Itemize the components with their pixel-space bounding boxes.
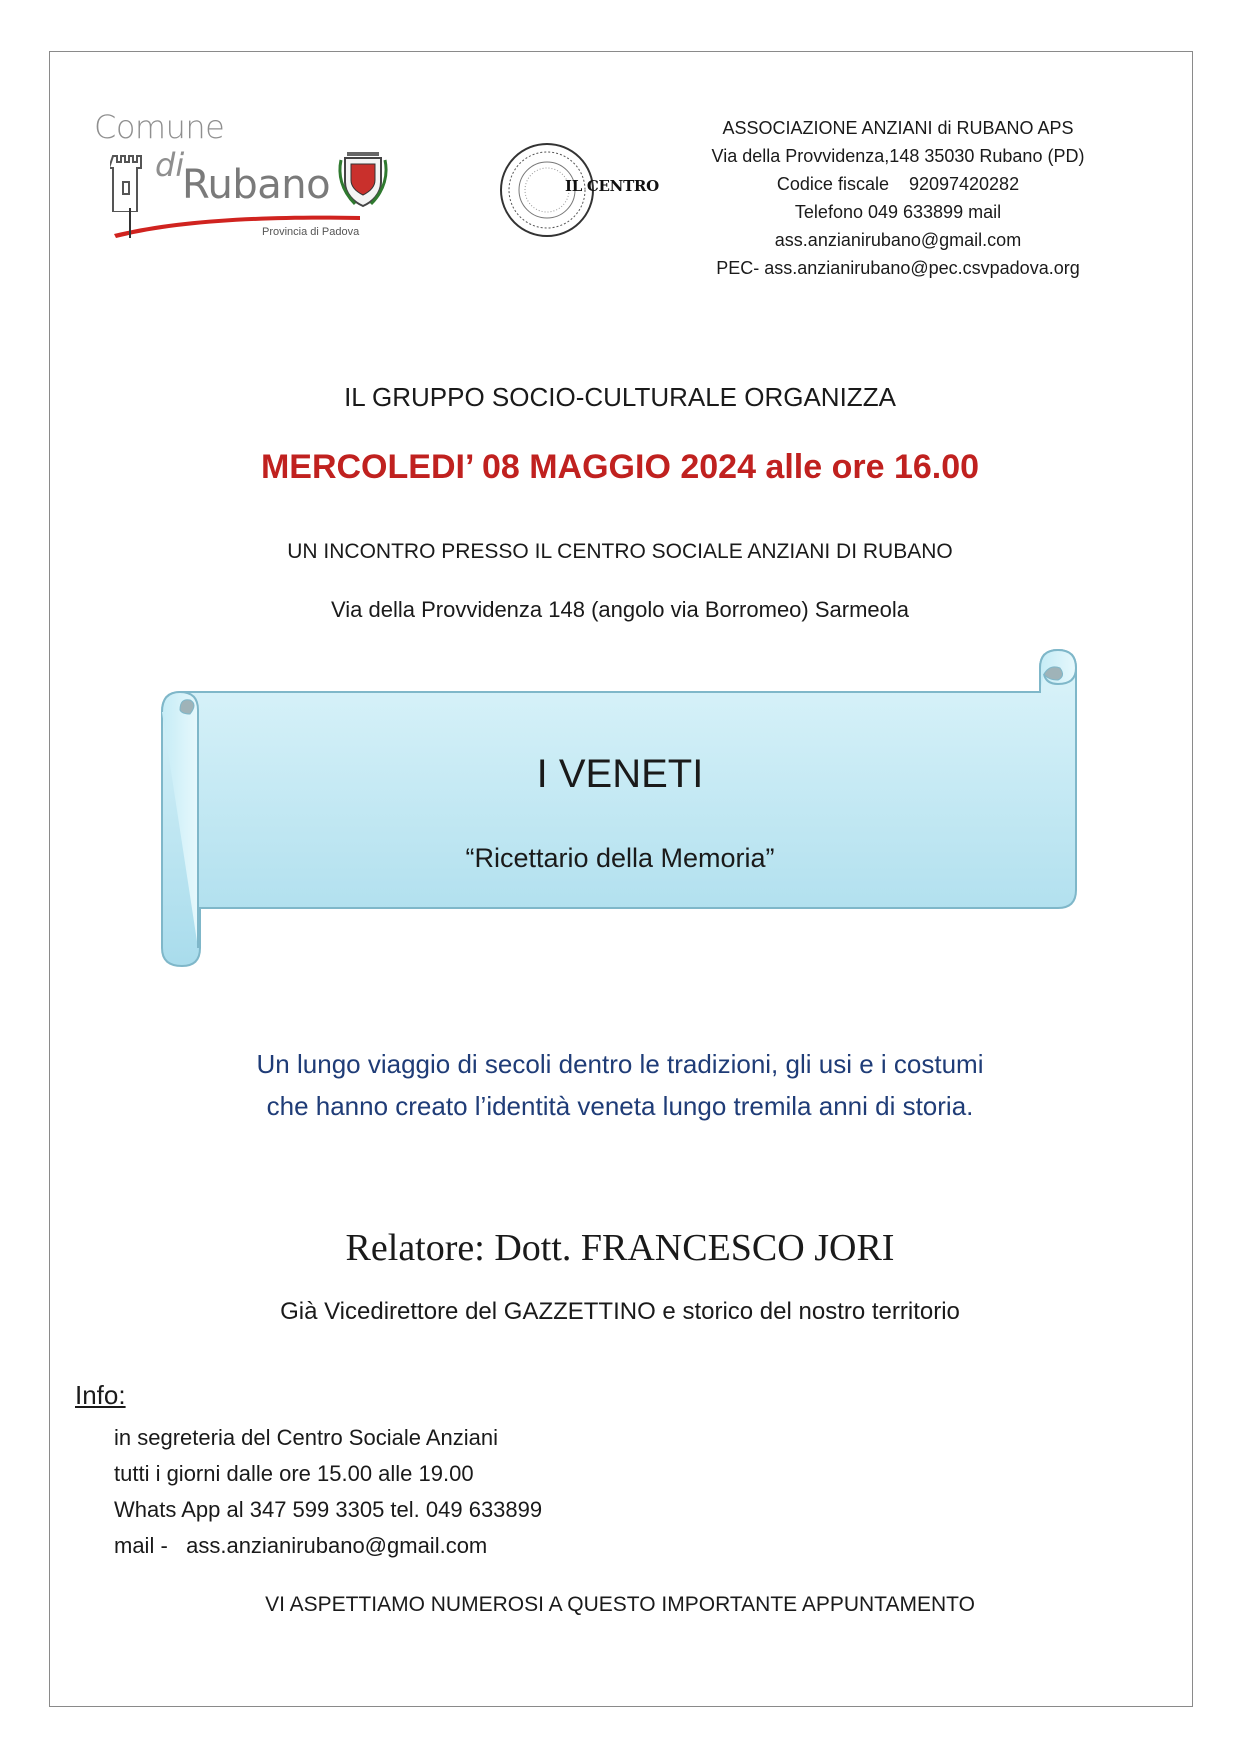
speaker-line: Relatore: Dott. FRANCESCO JORI	[345, 1227, 895, 1269]
speaker-role: Già Vicedirettore del GAZZETTINO e storico del nostro territorio	[280, 1298, 960, 1325]
association-phone: Telefono 049 633899 mail	[794, 202, 1002, 222]
logo-text-comune: Comune	[94, 108, 225, 146]
info-heading: Info:	[75, 1380, 126, 1410]
organizer-line: IL GRUPPO SOCIO-CULTURALE ORGANIZZA	[344, 382, 896, 412]
info-line: mail - ass.anzianirubano@gmail.com	[114, 1533, 488, 1558]
location-line: Via della Provvidenza 148 (angolo via Borromeo) Sarmeola	[330, 597, 910, 622]
stamp-name: IL CENTRO	[565, 177, 659, 195]
association-header	[658, 114, 1138, 282]
logo-province: Provincia di Padova	[262, 226, 360, 238]
association-name: ASSOCIAZIONE ANZIANI di RUBANO APS	[722, 118, 1074, 138]
event-description	[60, 1043, 1180, 1127]
description-line: che hanno creato l’identità veneta lungo tremila anni di storia.	[266, 1091, 974, 1121]
logo-text-di: di	[155, 146, 185, 184]
il-centro-stamp-logo	[497, 140, 667, 240]
logo-text-rubano: Rubano	[182, 162, 331, 208]
info-line: tutti i giorni dalle ore 15.00 alle 19.00	[114, 1461, 474, 1486]
scroll-banner	[160, 648, 1080, 978]
info-line: in segreteria del Centro Sociale Anziani	[114, 1425, 499, 1450]
event-title: I VENETI	[536, 752, 704, 796]
association-address: Via della Provvidenza,148 35030 Rubano (PD)	[711, 146, 1085, 166]
comune-di-rubano-logo	[92, 108, 402, 253]
event-subtitle: “Ricettario della Memoria”	[465, 843, 775, 873]
info-block	[114, 1420, 542, 1564]
info-line: Whats App al 347 599 3305 tel. 049 633899	[114, 1497, 543, 1522]
association-email: ass.anzianirubano@gmail.com	[774, 230, 1022, 250]
meeting-line: UN INCONTRO PRESSO IL CENTRO SOCIALE ANZIANI DI RUBANO	[287, 540, 953, 563]
association-fiscal-code: Codice fiscale 92097420282	[776, 174, 1020, 194]
closing-line: VI ASPETTIAMO NUMEROSI A QUESTO IMPORTANTE APPUNTAMENTO	[265, 1593, 975, 1616]
crest-icon	[337, 146, 389, 212]
description-line: Un lungo viaggio di secoli dentro le tradizioni, gli usi e i costumi	[256, 1049, 984, 1079]
event-date: MERCOLEDI’ 08 MAGGIO 2024 alle ore 16.00	[260, 448, 980, 486]
association-pec: PEC- ass.anzianirubano@pec.csvpadova.org	[716, 258, 1080, 278]
tower-icon	[110, 152, 144, 212]
